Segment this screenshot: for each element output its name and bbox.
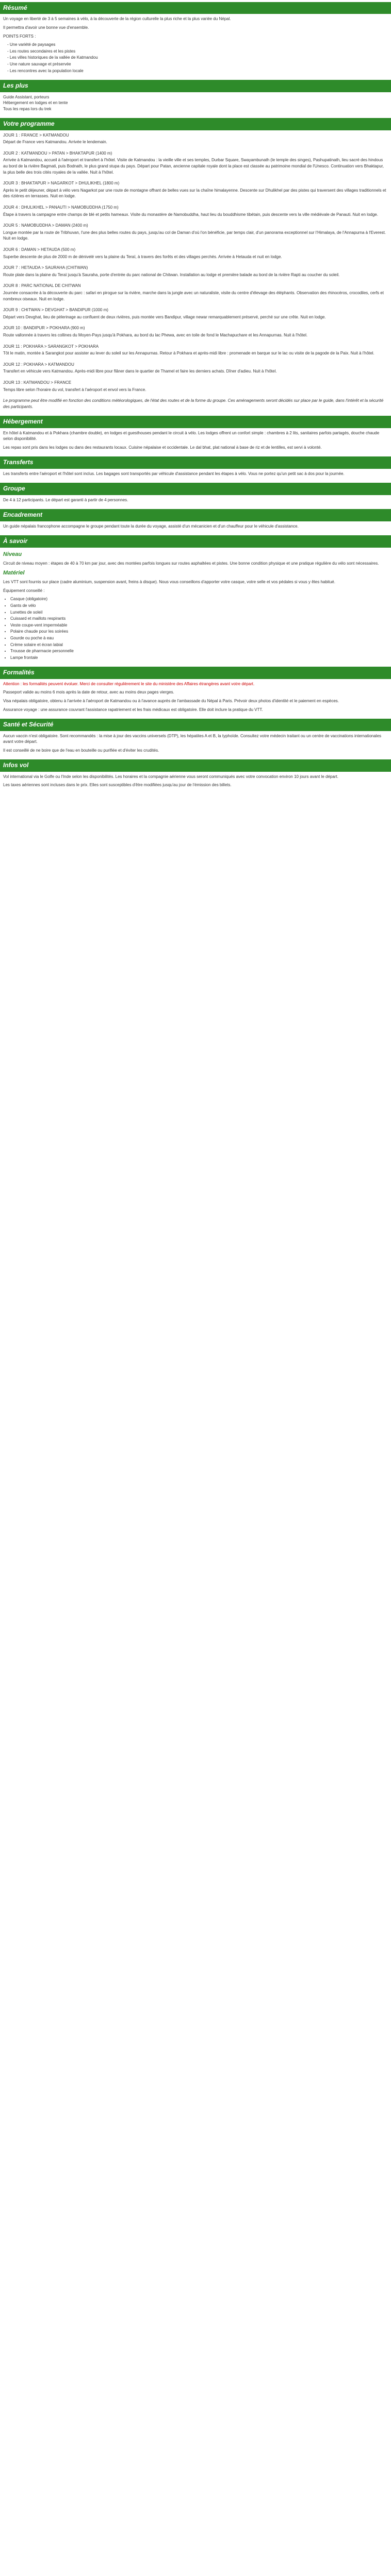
infos-vol-paragraph: Les taxes aériennes sont incluses dans le prix. Elles sont susceptibles d'être modifiées jusqu'au jour de l'émission des billets.: [3, 783, 232, 788]
transferts-section: [0, 471, 391, 477]
sante-paragraph: Aucun vaccin n'est obligatoire. Sont recommandés : la mise à jour des vaccins universels (DTP), les hépatites A et B, la typhoïde. Consultez votre médecin traitant ou un centre de vaccinations internationales avant votre départ.: [3, 733, 382, 744]
day-title: JOUR 8 : PARC NATIONAL DE CHITWAN: [3, 283, 81, 289]
materiel-paragraph: Les VTT sont fournis sur place (cadre aluminium, suspension avant, freins à disque). Nous vous conseillons d'apporter votre casque, votre selle et vos pédales si vous y êtes habitué.: [3, 580, 335, 585]
niveau-paragraph: Circuit de niveau moyen : étapes de 40 à 70 km par jour, avec des montées parfois longues sur routes asphaltées et pistes. Une bonne condition physique et une pratique régulière du vélo sont nécessaires.: [3, 561, 379, 566]
section-header-infos-vol: Infos vol: [0, 759, 391, 771]
equipement-item: • Polaire chaude pour les soirées: [10, 629, 388, 635]
equipement-item: • Lunettes de soleil: [10, 609, 388, 616]
programme-day: [3, 307, 388, 320]
page: [0, 0, 391, 791]
day-text: Transfert en véhicule vers Katmandou. Après-midi libre pour flâner dans le quartier de Thamel et faire les derniers achats. Dîner d'adieu. Nuit à l'hôtel.: [3, 369, 277, 374]
section-header-groupe: Groupe: [0, 483, 391, 495]
day-text: Journée consacrée à la découverte du parc : safari en pirogue sur la rivière, marche dans la jungle avec un naturaliste, visite du centre d'élevage des éléphants. Observation des rhinocéros, crocodiles, cerfs et nombreux oiseaux. Nuit en lodge.: [3, 290, 384, 301]
equipement-item: • Cuissard et maillots respirants: [10, 616, 388, 622]
day-title: JOUR 6 : DAMAN > HETAUDA (500 m): [3, 247, 76, 252]
hebergement-paragraph: En hôtel à Katmandou et à Pokhara (chambre double), en lodges et guesthouses pendant le circuit à vélo. Les lodges offrent un confort simple : chambres à 2 lits, sanitaires parfois partagés, douche chaude selon disponibilité.: [3, 430, 380, 442]
plus-item: Hébergement en lodges et en tente: [3, 100, 68, 106]
equipement-title: Équipement conseillé :: [3, 588, 45, 593]
plus-item: Guide Assistant, porteurs: [3, 94, 50, 99]
programme-day: [3, 223, 388, 242]
programme-day: [3, 180, 388, 199]
section-header-a-savoir: À savoir: [0, 535, 391, 547]
day-text: Superbe descente de plus de 2000 m de dénivelé vers la plaine du Teraï, à travers des forêts et des villages perchés. Arrivée à Hetauda et nuit en lodge.: [3, 254, 282, 259]
day-text: Route vallonnée à travers les collines du Moyen-Pays jusqu'à Pokhara, au bord du lac Phewa, avec en toile de fond le Machapuchare et les Annapurnas. Nuit à l'hôtel.: [3, 332, 308, 337]
day-title: JOUR 7 : HETAUDA > SAURAHA (CHITWAN): [3, 265, 88, 270]
programme-day: [3, 344, 388, 357]
plus-section: [0, 94, 391, 112]
day-title: JOUR 2 : KATMANDOU > PATAN > BHAKTAPUR (1400 m): [3, 150, 112, 156]
day-title: JOUR 5 : NAMOBUDDHA > DAMAN (2400 m): [3, 223, 88, 228]
a-savoir-section: [0, 551, 391, 661]
day-title: JOUR 12 : POKHARA > KATMANDOU: [3, 362, 74, 367]
section-header-encadrement: Encadrement: [0, 509, 391, 521]
equipement-list: [10, 596, 388, 660]
day-title: JOUR 4 : DHULIKHEL > PANAUTI > NAMOBUDDHA (1750 m): [3, 205, 119, 210]
groupe-section: [0, 497, 391, 503]
encadrement-paragraph: Un guide népalais francophone accompagne le groupe pendant toute la durée du voyage, assisté d'un mécanicien et d'un chauffeur pour le véhicule d'assistance.: [3, 523, 299, 529]
programme-day: [3, 247, 388, 260]
formalites-section: [0, 681, 391, 713]
day-text: Départ de France vers Katmandou. Arrivée le lendemain.: [3, 140, 107, 145]
day-title: JOUR 10 : BANDIPUR > POKHARA (900 m): [3, 326, 85, 331]
section-header-hebergement: Hébergement: [0, 416, 391, 428]
programme-day: [3, 380, 388, 393]
equipement-item: • Gourde ou poche à eau: [10, 635, 388, 641]
day-text: Route plate dans la plaine du Teraï jusqu'à Sauraha, porte d'entrée du parc national de Chitwan. Installation au lodge et première balade au bord de la rivière Rapti au coucher du soleil.: [3, 272, 340, 277]
day-title: JOUR 1 : FRANCE > KATMANDOU: [3, 132, 69, 138]
resume-paragraph: Il permettra d'avoir une bonne vue d'ensemble.: [3, 25, 89, 30]
section-header-transferts: Transferts: [0, 456, 391, 468]
equipement-item: • Trousse de pharmacie personnelle: [10, 648, 388, 654]
formalites-paragraph: Passeport valide au moins 6 mois après la date de retour, avec au moins deux pages vierges.: [3, 690, 174, 695]
day-text: Tôt le matin, montée à Sarangkot pour assister au lever du soleil sur les Annapurnas. Retour à Pokhara et après-midi libre : promenade en barque sur le lac ou visite de la pagode de la Paix. Nuit à l'hôtel.: [3, 351, 374, 356]
programme-day: [3, 132, 388, 145]
day-title: JOUR 11 : POKHARA > SARANGKOT > POKHARA: [3, 344, 99, 349]
section-header-sante: Santé et Sécurité: [0, 719, 391, 731]
equipement-item: • Veste coupe-vent imperméable: [10, 622, 388, 629]
hebergement-paragraph: Les repas sont pris dans les lodges ou dans des restaurants locaux. Cuisine népalaise et occidentale. Le dal bhat, plat national à base de riz et de lentilles, est servi à volonté.: [3, 445, 322, 450]
day-text: Départ vers Devghat, lieu de pèlerinage au confluent de deux rivières, puis montée vers Bandipur, village newar remarquablement préservé, perché sur une crête. Nuit en lodge.: [3, 314, 326, 319]
points-forts-title: POINTS FORTS :: [3, 33, 36, 39]
day-text: Arrivée à Katmandou, accueil à l'aéroport et transfert à l'hôtel. Visite de Katmandou : la vieille ville et ses temples, Durbar Square, Swayambunath (le temple des singes), Pashupatinath, lieu sacré des hindous au bord de la rivière Bagmati, puis Bodnath, le plus grand stupa du pays. Départ pour Patan, ancienne capitale royale dont la place est classée au patrimoine mondial de l'Unesco. Continuation vers Bhaktapur, la plus belle des trois cités royales de la vallée. Nuit à l'hôtel.: [3, 158, 384, 175]
points-forts-item: - Les rencontres avec la population locale: [7, 68, 84, 73]
infos-vol-paragraph: Vol international via le Golfe ou l'Inde selon les disponibilités. Les horaires et la compagnie aérienne vous seront communiqués avec votre convocation environ 10 jours avant le départ.: [3, 774, 338, 779]
points-forts-item: - Une variété de paysages: [7, 42, 56, 47]
equipement-item: • Lampe frontale: [10, 655, 388, 661]
day-text: Étape à travers la campagne entre champs de blé et petits hameaux. Visite du monastère de Namobuddha, haut lieu du bouddhisme tibétain, puis descente vers la ville médiévale de Panauti. Nuit en lodge.: [3, 212, 378, 217]
programme-day: [3, 283, 388, 302]
day-text: Après le petit déjeuner, départ à vélo vers Nagarkot par une route de montagne offrant de belles vues sur la chaîne himalayenne. Descente sur Dhulikhel par des pistes qui traversent des villages traditionnels et des rizières en terrasses. Nuit en lodge.: [3, 188, 386, 199]
materiel-subtitle: Matériel: [3, 570, 25, 577]
day-text: Longue montée par la route de Tribhuvan, l'une des plus belles routes du pays, jusqu'au col de Daman d'où l'on bénéficie, par temps clair, d'un panorama exceptionnel sur l'Himalaya, de l'Annapurna à l'Everest. Nuit en lodge.: [3, 230, 386, 241]
programme-day: [3, 205, 388, 217]
niveau-subtitle: Niveau: [3, 551, 22, 557]
day-title: JOUR 3 : BHAKTAPUR > NAGARKOT > DHULIKHEL (1800 m): [3, 181, 120, 186]
programme-day: [3, 325, 388, 338]
programme-day: [3, 265, 388, 278]
points-forts-item: - Les routes secondaires et les pistes: [7, 48, 76, 54]
day-title: JOUR 13 : KATMANDOU > FRANCE: [3, 380, 72, 385]
plus-item: Tous les repas lors du trek: [3, 106, 52, 111]
hebergement-section: [0, 430, 391, 451]
equipement-item: • Gants de vélo: [10, 603, 388, 609]
section-header-plus: Les plus: [0, 80, 391, 92]
section-header-programme: Votre programme: [0, 118, 391, 130]
programme-day: [3, 362, 388, 375]
sante-section: [0, 733, 391, 754]
infos-vol-section: [0, 774, 391, 788]
groupe-paragraph: De 4 à 12 participants. Le départ est garanti à partir de 4 personnes.: [3, 497, 128, 502]
points-forts-item: - Les villes historiques de la vallée de Katmandou: [7, 55, 98, 60]
resume-section: [0, 16, 391, 74]
day-title: JOUR 9 : CHITWAN > DEVGHAT > BANDIPUR (1000 m): [3, 308, 108, 313]
encadrement-section: [0, 523, 391, 530]
sante-paragraph: Il est conseillé de ne boire que de l'eau en bouteille ou purifiée et d'éviter les crudités.: [3, 748, 159, 753]
section-header-resume: Résumé: [0, 2, 391, 14]
equipement-item: • Crème solaire et écran labial: [10, 642, 388, 648]
transferts-paragraph: Les transferts entre l'aéroport et l'hôtel sont inclus. Les bagages sont transportés par véhicule d'assistance pendant les étapes à vélo. Vous ne portez qu'un petit sac à dos pour la journée.: [3, 471, 345, 476]
formalites-paragraph: Assurance voyage : une assurance couvrant l'assistance rapatriement et les frais médicaux est obligatoire. Elle doit inclure la pratique du VTT.: [3, 707, 263, 712]
points-forts-item: - Une nature sauvage et préservée: [7, 61, 71, 66]
day-text: Temps libre selon l'horaire du vol, transfert à l'aéroport et envol vers la France.: [3, 387, 146, 392]
equipement-item: • Casque (obligatoire): [10, 596, 388, 602]
section-header-formalites: Formalités: [0, 667, 391, 679]
formalites-paragraph: Visa népalais obligatoire, obtenu à l'arrivée à l'aéroport de Katmandou ou à l'avance auprès de l'ambassade du Népal à Paris. Prévoir deux photos d'identité et le paiement en espèces.: [3, 698, 339, 703]
programme-section: [0, 132, 391, 410]
resume-paragraph: Un voyage en liberté de 3 à 5 semaines à vélo, à la découverte de la région culturelle la plus riche et la plus variée du Népal.: [3, 16, 231, 22]
formalites-alert: Attention : les formalités peuvent évoluer. Merci de consulter régulièrement le site du ministère des Affaires étrangères avant votre départ.: [3, 681, 255, 686]
programme-day: [3, 150, 388, 175]
programme-note: Le programme peut être modifié en fonction des conditions météorologiques, de l'état des routes et de la forme du groupe. Ces aménagements seront décidés sur place par le guide, dans l'intérêt et la sécurité des participants.: [3, 398, 384, 409]
